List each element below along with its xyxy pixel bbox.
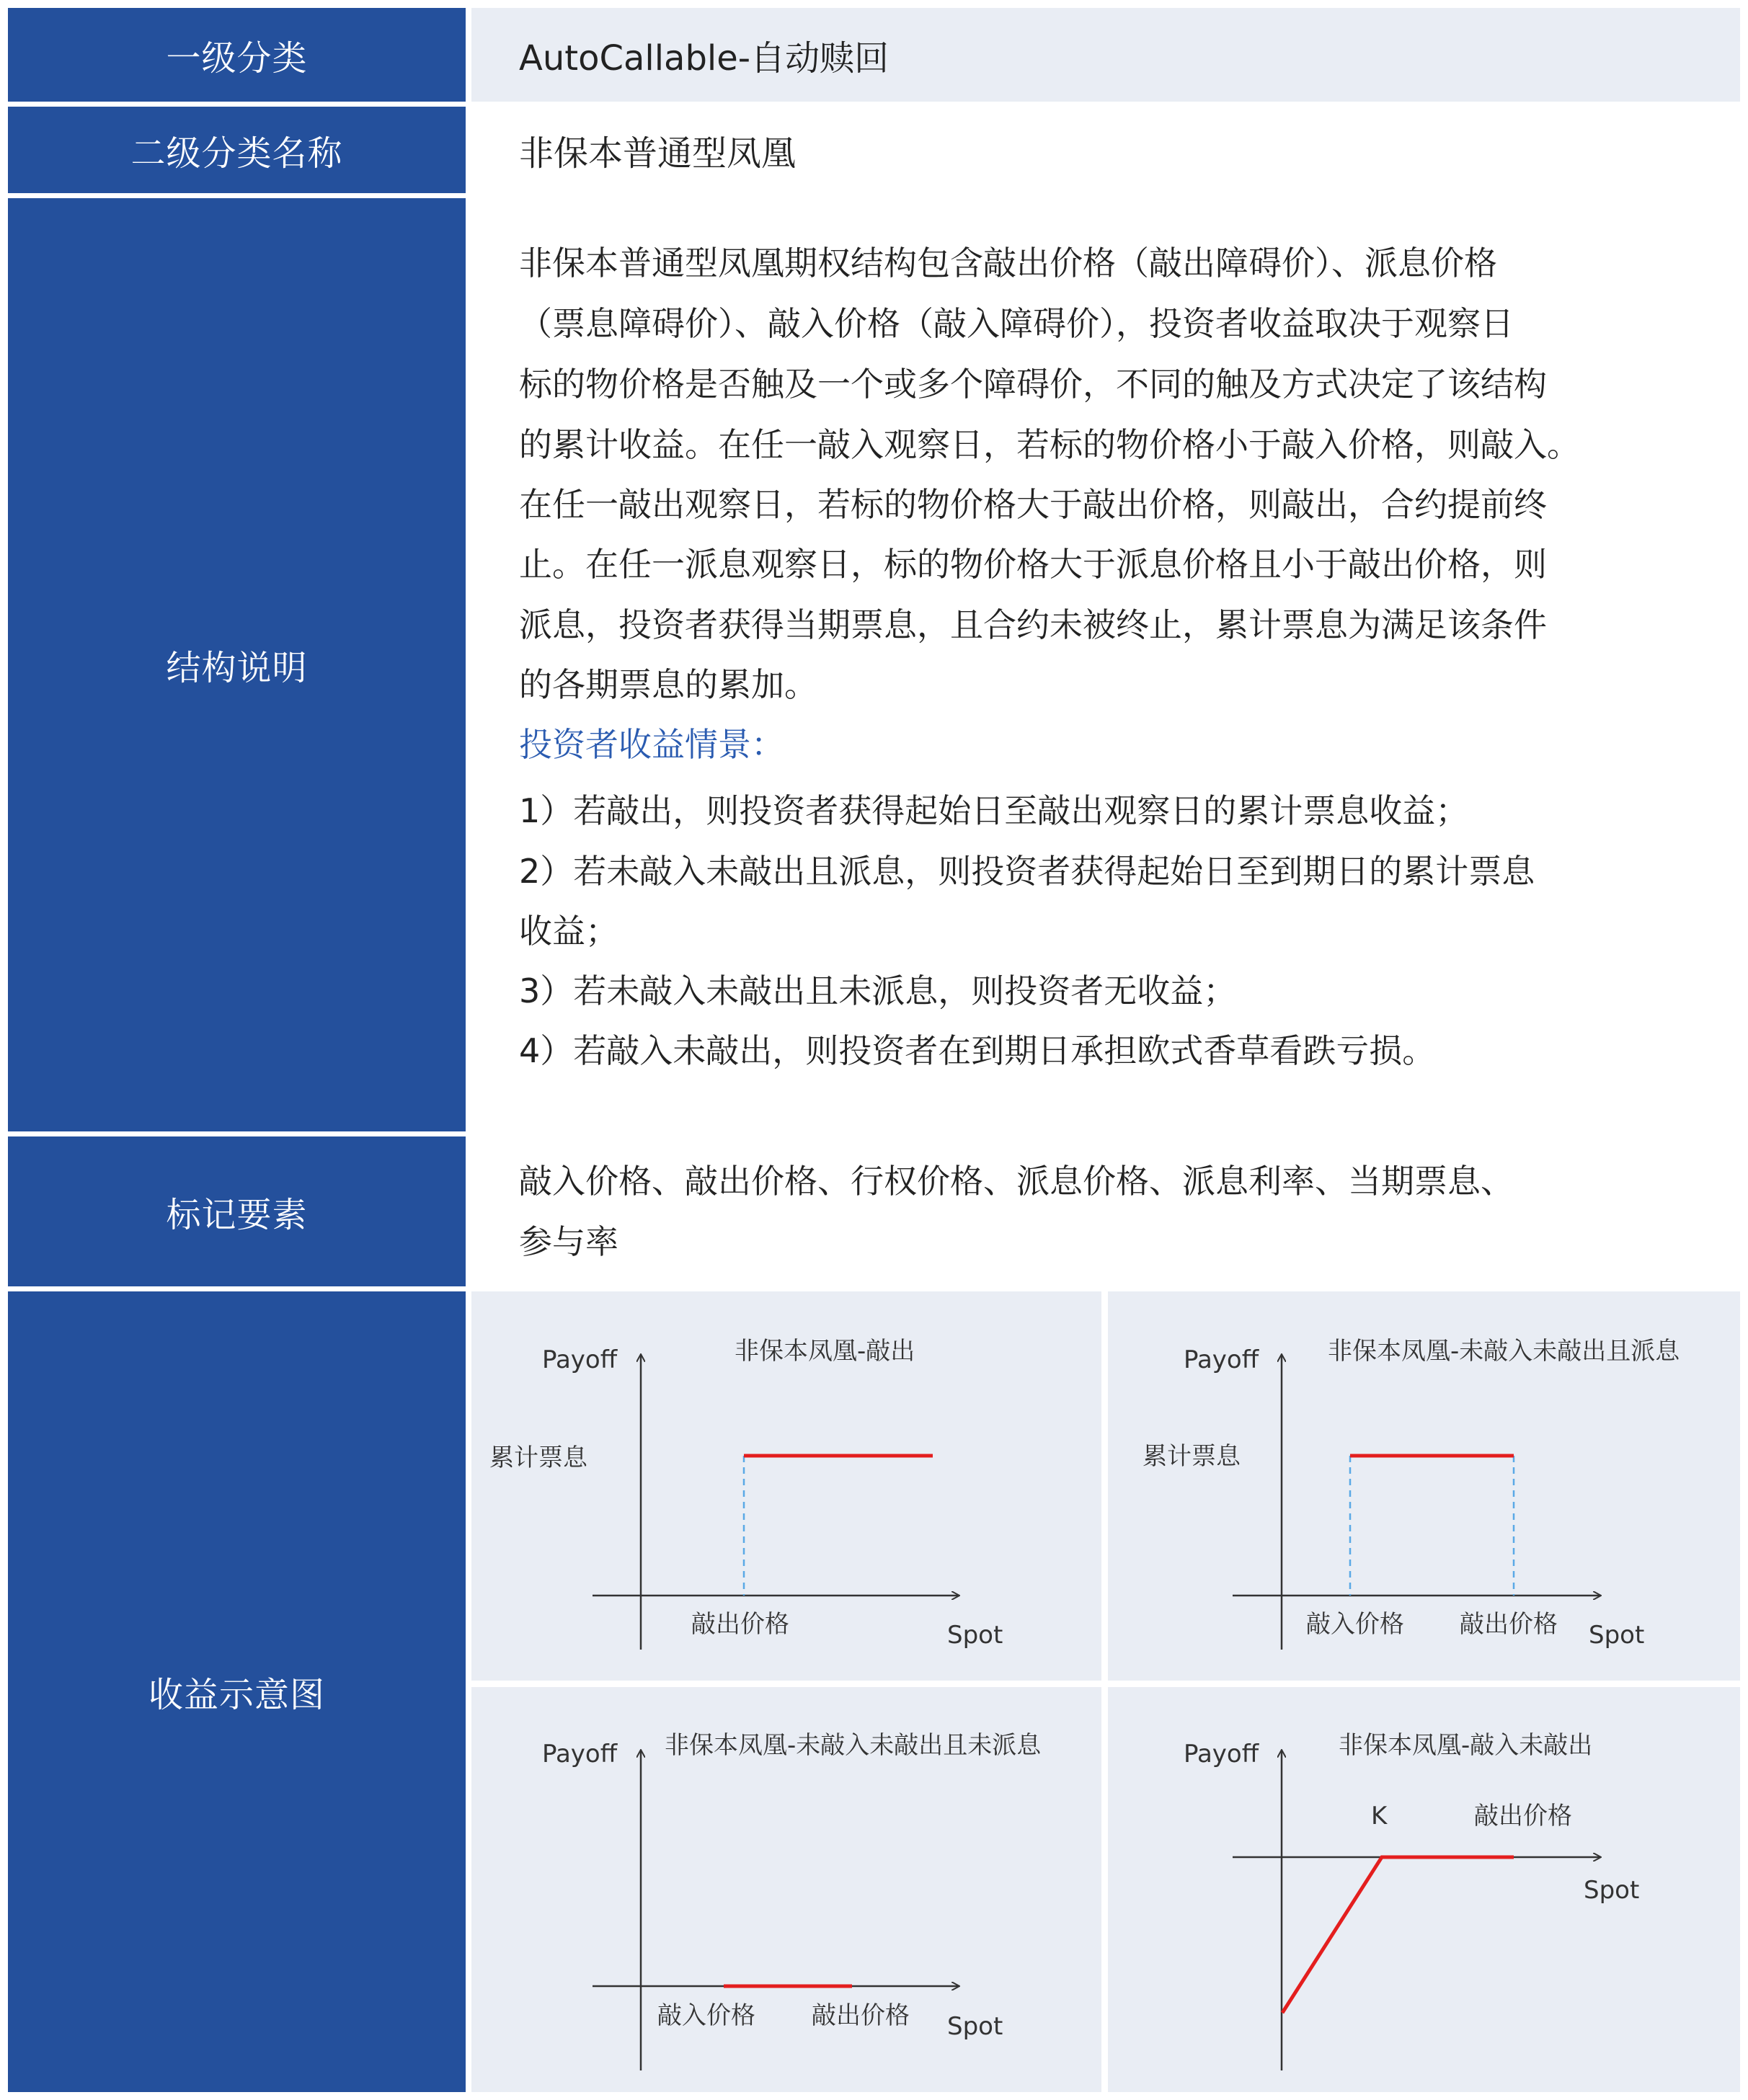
- description-line: （票息障碍价）、敲入价格（敲入障碍价），投资者收益取决于观察日: [519, 304, 1514, 343]
- label-marker-elements: 标记要素: [8, 1136, 466, 1286]
- structure-description-panel: [471, 198, 1740, 1131]
- knock-out-price-label: 敲出价格: [812, 2001, 910, 2030]
- chart-title: 非保本凤凰-敲入未敲出: [1339, 1731, 1593, 1760]
- label-secondary-category: 二级分类名称: [8, 107, 466, 193]
- payoff-chart-no-coupon: [471, 1687, 1101, 2092]
- y-axis-label: Payoff: [542, 1740, 618, 1768]
- payoff-chart-knock-in: [1108, 1687, 1740, 2092]
- y-axis-label: Payoff: [1184, 1345, 1259, 1374]
- payoff-line: [1282, 1857, 1514, 2013]
- payoff-chart-coupon-svg: [1108, 1291, 1740, 1681]
- description-line: 的累计收益。在任一敲入观察日，若标的物价格小于敲入价格，则敲入。: [519, 425, 1580, 464]
- coupon-level-label: 累计票息: [1143, 1442, 1241, 1471]
- value-secondary-category: 非保本普通型凤凰: [471, 107, 1740, 193]
- knock-out-price-label: 敲出价格: [1474, 1802, 1572, 1830]
- payoff-chart-coupon: [1108, 1291, 1740, 1681]
- scenario-item: 4）若敲入未敲出，则投资者在到期日承担欧式香草看跌亏损。: [519, 1031, 1436, 1070]
- knock-out-price-label: 敲出价格: [691, 1610, 789, 1639]
- scenario-item: 收益；: [519, 912, 618, 951]
- knock-in-price-label: 敲入价格: [657, 2001, 755, 2030]
- x-axis-label: Spot: [947, 1621, 1003, 1650]
- scenario-item: 3）若未敲入未敲出且未派息，则投资者无收益；: [519, 971, 1237, 1010]
- label-structure-description: 结构说明: [8, 198, 466, 1131]
- description-line: 在任一敲出观察日，若标的物价格大于敲出价格，则敲出，合约提前终: [519, 485, 1547, 524]
- description-line: 的各期票息的累加。: [519, 665, 817, 704]
- y-axis-label: Payoff: [542, 1345, 618, 1374]
- x-axis-label: Spot: [1589, 1621, 1645, 1650]
- payoff-chart-no-coupon-svg: [471, 1687, 1101, 2092]
- marker-elements-panel: [471, 1136, 1740, 1286]
- description-line: 派息，投资者获得当期票息，且合约未被终止，累计票息为满足该条件: [519, 605, 1547, 644]
- payoff-chart-knock-in-svg: [1108, 1687, 1740, 2092]
- chart-title: 非保本凤凰-未敲入未敲出且派息: [1328, 1337, 1680, 1366]
- scenario-item: 1）若敲出，则投资者获得起始日至敲出观察日的累计票息收益；: [519, 791, 1469, 830]
- coupon-level-label: 累计票息: [489, 1443, 587, 1472]
- scenario-heading: 投资者收益情景：: [519, 725, 784, 764]
- y-axis-label: Payoff: [1184, 1740, 1259, 1768]
- knock-in-price-label: 敲入价格: [1306, 1610, 1404, 1639]
- label-payoff-diagrams: 收益示意图: [8, 1291, 466, 2092]
- strike-label: K: [1371, 1802, 1388, 1830]
- description-line: 标的物价格是否触及一个或多个障碍价，不同的触及方式决定了该结构: [519, 365, 1547, 404]
- knock-out-price-label: 敲出价格: [1460, 1610, 1558, 1639]
- description-line: 非保本普通型凤凰期权结构包含敲出价格（敲出障碍价）、派息价格: [519, 244, 1497, 282]
- x-axis-label: Spot: [947, 2012, 1003, 2041]
- payoff-chart-knock-out: [471, 1291, 1101, 1681]
- value-primary-category: AutoCallable-自动赎回: [471, 8, 1740, 102]
- marker-elements-line: 参与率: [519, 1222, 618, 1261]
- marker-elements-line: 敲入价格、敲出价格、行权价格、派息价格、派息利率、当期票息、: [519, 1162, 1514, 1201]
- x-axis-label: Spot: [1584, 1876, 1640, 1905]
- description-line: 止。在任一派息观察日，标的物价格大于派息价格且小于敲出价格，则: [519, 545, 1547, 584]
- scenario-item: 2）若未敲入未敲出且派息，则投资者获得起始日至到期日的累计票息: [519, 852, 1535, 891]
- payoff-chart-knock-out-svg: [471, 1291, 1101, 1681]
- chart-title: 非保本凤凰-未敲入未敲出且未派息: [665, 1731, 1042, 1760]
- chart-title: 非保本凤凰-敲出: [735, 1337, 915, 1366]
- label-primary-category: 一级分类: [8, 8, 466, 102]
